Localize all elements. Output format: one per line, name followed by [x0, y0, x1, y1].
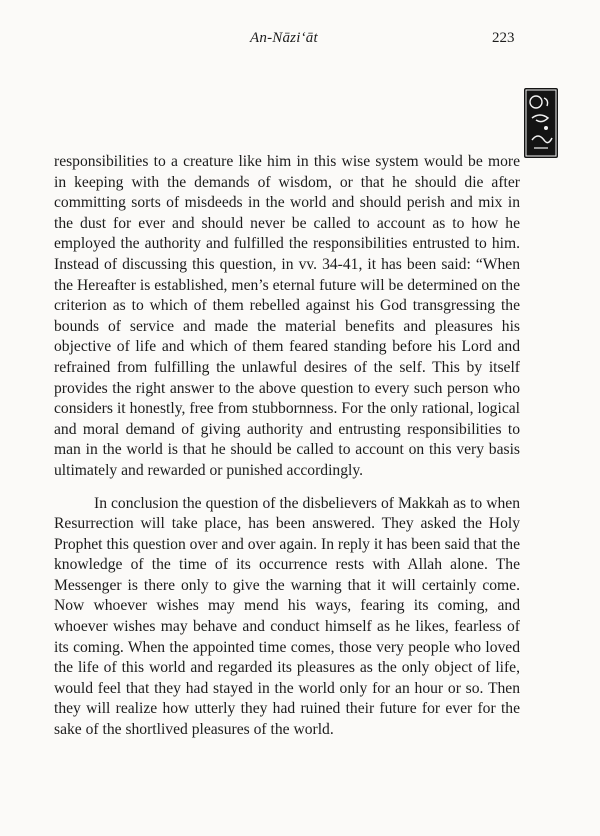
arabic-surah-emblem-icon [524, 88, 558, 158]
running-title: An-Nāzi‘āt [250, 30, 318, 46]
running-head [0, 30, 600, 52]
body-text [54, 152, 520, 741]
paragraph: responsibilities to a creature like him in this wise system would be more in keeping with the demands of wisdom, or that he should die after committing sorts of misdeeds in the world and should perish and mix in the dust for ever and should never be called to account as to how he employed the authority and fulfilled the responsibilities entrusted to him. Instead of discussing this question, in vv. 34-41, it has been said: “When the Hereafter is established, men’s eternal future will be determined on the criterion as to which of them rebelled against his God transgressing the bounds of service and made the material benefits and pleasures his objective of life and which of them feared standing before his Lord and refrained from fulfilling the unlawful desires of the self. This by itself provides the right answer to the above question to every such person who considers it honestly, free from stubbornness. For the only rational, logical and moral demand of giving authority and entrusting responsibilities to man in the world is that he should be called to account on this very basis ultimately and rewarded or punished accordingly. [54, 153, 520, 479]
paragraph: In conclusion the question of the disbelievers of Makkah as to when Resurrection will take place, has been answered. They asked the Holy Prophet this question over and over again. In reply it has been said that the knowledge of the time of its occurrence rests with Allah alone. The Messenger is there only to give the warning that it will certainly come. Now whoever wishes may mend his ways, fearing its coming, and whoever wishes may behave and conduct himself as he likes, fearless of its coming. When the appointed time comes, those very people who loved the life of this world and regarded its pleasures as the only object of life, would feel that they had stayed in the world only for an hour or so. Then they will realize how utterly they had ruined their future for ever for the sake of the shortlived pleasures of the world. [54, 494, 520, 739]
page-number: 223 [492, 30, 515, 46]
